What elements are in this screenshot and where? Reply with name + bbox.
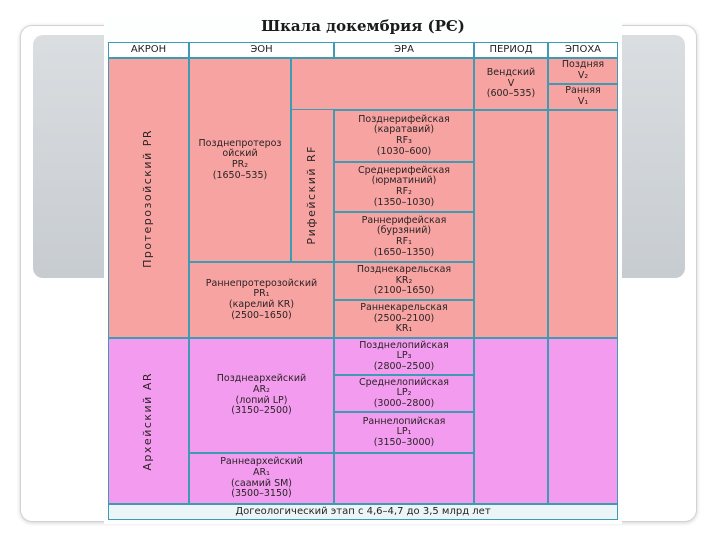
eon-early-archean: Раннеархейский AR₁ (саамий SM) (3500–3150) bbox=[189, 453, 334, 504]
akron-proterozoic-label: Протерозойский PR bbox=[141, 128, 155, 268]
eon-riphean-label: Рифейский RF bbox=[305, 145, 319, 245]
era-middle-riphean: Среднерифейская (юрматиний) RF₂ (1350–1030) bbox=[334, 162, 474, 212]
epoch-early-vendian: Ранняя V₁ bbox=[548, 84, 618, 110]
era-late-riphean: Позднерифейская (каратавий) RF₃ (1030–600) bbox=[334, 110, 474, 162]
precambrian-scale-table bbox=[108, 42, 618, 520]
era-early-karelian: Раннекарельская (2500–2100) KR₁ bbox=[334, 300, 474, 338]
table-title: Шкала докембрия (PЄ) bbox=[261, 17, 465, 35]
period-vendian: Вендский V (600–535) bbox=[474, 58, 548, 110]
eon-late-proterozoic: Позднепротероз ойский PR₂ (1650–535) bbox=[189, 58, 291, 262]
header-era: ЭРА bbox=[334, 42, 474, 58]
pregeological-stage-row: Догеологический этап с 4,6–4,7 до 3,5 млрд лет bbox=[108, 504, 618, 520]
era-early-archean-blank bbox=[334, 453, 474, 504]
header-eon: ЭОН bbox=[189, 42, 334, 58]
era-late-karelian: Позднекарельская KR₂ (2100–1650) bbox=[334, 262, 474, 300]
era-vendian-blank bbox=[291, 58, 474, 110]
era-middle-lopian: Среднелопийская LP₂ (3000–2800) bbox=[334, 375, 474, 412]
akron-archean bbox=[108, 338, 189, 504]
header-epoch: ЭПОХА bbox=[548, 42, 618, 58]
epoch-late-vendian: Поздняя V₂ bbox=[548, 58, 618, 84]
period-blank-proterozoic bbox=[474, 110, 548, 338]
eon-early-proterozoic: Раннепротерозойский PR₁ (карелий KR) (2500–1650) bbox=[189, 262, 334, 338]
era-early-lopian: Раннелопийская LP₁ (3150–3000) bbox=[334, 412, 474, 453]
epoch-blank-archean bbox=[548, 338, 618, 504]
header-akron: АКРОН bbox=[108, 42, 189, 58]
header-period: ПЕРИОД bbox=[474, 42, 548, 58]
akron-archean-label: Архейский AR bbox=[141, 371, 155, 471]
epoch-blank-proterozoic bbox=[548, 110, 618, 338]
akron-proterozoic bbox=[108, 58, 189, 338]
eon-late-archean: Позднеархейский AR₂ (лопий LP) (3150–2500) bbox=[189, 338, 334, 453]
period-blank-archean bbox=[474, 338, 548, 504]
era-late-lopian: Позднелопийская LP₃ (2800–2500) bbox=[334, 338, 474, 375]
era-early-riphean: Раннерифейская (бурзяний) RF₁ (1650–1350) bbox=[334, 212, 474, 262]
